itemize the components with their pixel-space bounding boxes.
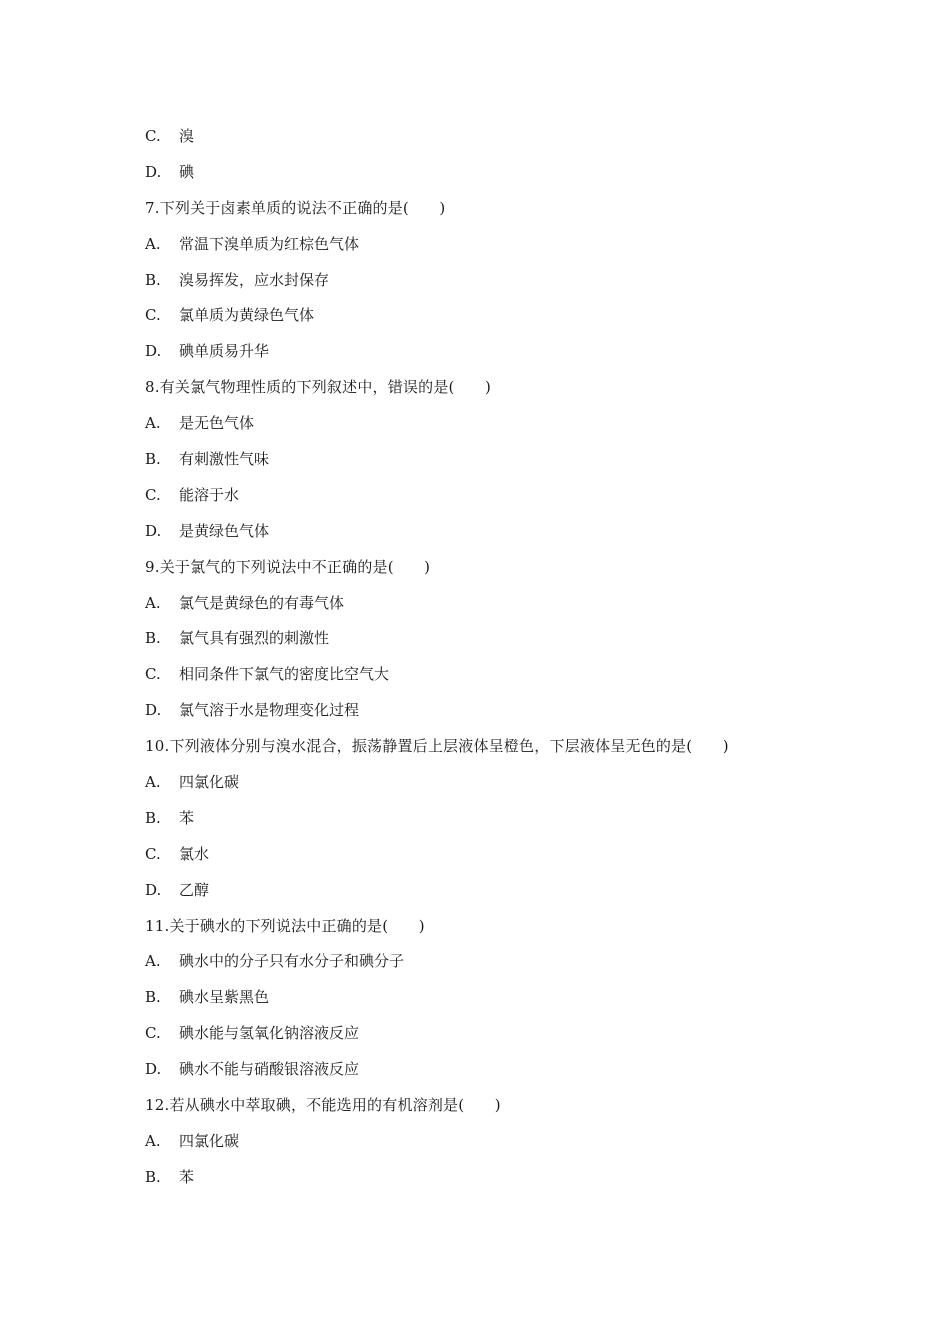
answer-option [145,339,905,375]
option-letter: D. [145,1060,162,1079]
question-text: 10.下列液体分别与溴水混合，振荡静置后上层液体呈橙色，下层液体呈无色的是( ) [145,737,729,756]
option-text: 四氯化碳 [179,773,240,792]
question-stem [145,914,905,950]
option-text: 氯气是黄绿色的有毒气体 [179,593,345,612]
option-text: 氯气溶于水是物理变化过程 [179,701,360,720]
option-text: 苯 [179,1167,195,1186]
option-text: 氯单质为黄绿色气体 [179,306,315,325]
answer-option [145,1057,905,1093]
option-text: 溴易挥发，应水封保存 [179,270,330,289]
answer-option [145,268,905,304]
option-letter: B. [145,988,161,1007]
question-stem [145,375,905,411]
answer-option [145,985,905,1021]
question-text: 7.下列关于卤素单质的说法不正确的是( ) [145,198,446,217]
option-text: 相同条件下氯气的密度比空气大 [179,665,390,684]
option-text: 碘水不能与硝酸银溶液反应 [179,1060,360,1079]
option-letter: C. [145,485,161,504]
option-letter: D. [145,342,162,361]
option-letter: C. [145,665,161,684]
question-stem [145,734,905,770]
option-letter: C. [145,1024,161,1043]
question-list [145,124,905,1201]
answer-option [145,662,905,698]
question-text: 11.关于碘水的下列说法中正确的是( ) [145,916,425,935]
question-stem [145,196,905,232]
option-letter: D. [145,521,162,540]
option-letter: B. [145,1167,161,1186]
answer-option [145,124,905,160]
option-text: 能溶于水 [179,485,240,504]
option-letter: B. [145,270,161,289]
option-text: 溴 [179,127,195,145]
answer-option [145,160,905,196]
answer-option [145,411,905,447]
answer-option [145,519,905,555]
option-letter: C. [145,844,161,863]
option-letter: C. [145,127,161,145]
option-text: 氯气具有强烈的刺激性 [179,629,330,648]
option-text: 有刺激性气味 [179,450,270,469]
answer-option [145,1129,905,1165]
option-text: 碘 [179,162,195,181]
option-text: 是无色气体 [179,414,255,433]
option-text: 常温下溴单质为红棕色气体 [179,234,360,253]
option-text: 四氯化碳 [179,1131,240,1150]
question-stem [145,555,905,591]
option-letter: A. [145,414,161,433]
answer-option [145,949,905,985]
option-letter: D. [145,880,162,899]
answer-option [145,806,905,842]
option-text: 是黄绿色气体 [179,521,270,540]
option-letter: A. [145,234,161,253]
option-letter: A. [145,952,161,971]
option-letter: A. [145,593,161,612]
option-text: 碘单质易升华 [179,342,270,361]
answer-option [145,626,905,662]
question-stem [145,1093,905,1129]
option-letter: B. [145,808,161,827]
answer-option [145,447,905,483]
option-letter: C. [145,306,161,325]
option-text: 碘水呈紫黑色 [179,988,270,1007]
answer-option [145,591,905,627]
option-letter: B. [145,629,161,648]
answer-option [145,698,905,734]
option-letter: A. [145,1131,161,1150]
question-text: 8.有关氯气物理性质的下列叙述中，错误的是( ) [145,378,492,397]
answer-option [145,483,905,519]
option-letter: D. [145,701,162,720]
option-letter: D. [145,162,162,181]
option-text: 碘水能与氢氧化钠溶液反应 [179,1024,360,1043]
answer-option [145,1021,905,1057]
option-text: 碘水中的分子只有水分子和碘分子 [179,952,405,971]
answer-option [145,842,905,878]
question-text: 12.若从碘水中萃取碘，不能选用的有机溶剂是( ) [145,1096,501,1115]
question-text: 9.关于氯气的下列说法中不正确的是( ) [145,557,431,576]
option-text: 氯水 [179,844,210,863]
answer-option [145,770,905,806]
answer-option [145,878,905,914]
answer-option [145,303,905,339]
answer-option [145,1165,905,1201]
answer-option [145,232,905,268]
option-letter: B. [145,450,161,469]
option-letter: A. [145,773,161,792]
option-text: 乙醇 [179,880,210,899]
option-text: 苯 [179,808,195,827]
